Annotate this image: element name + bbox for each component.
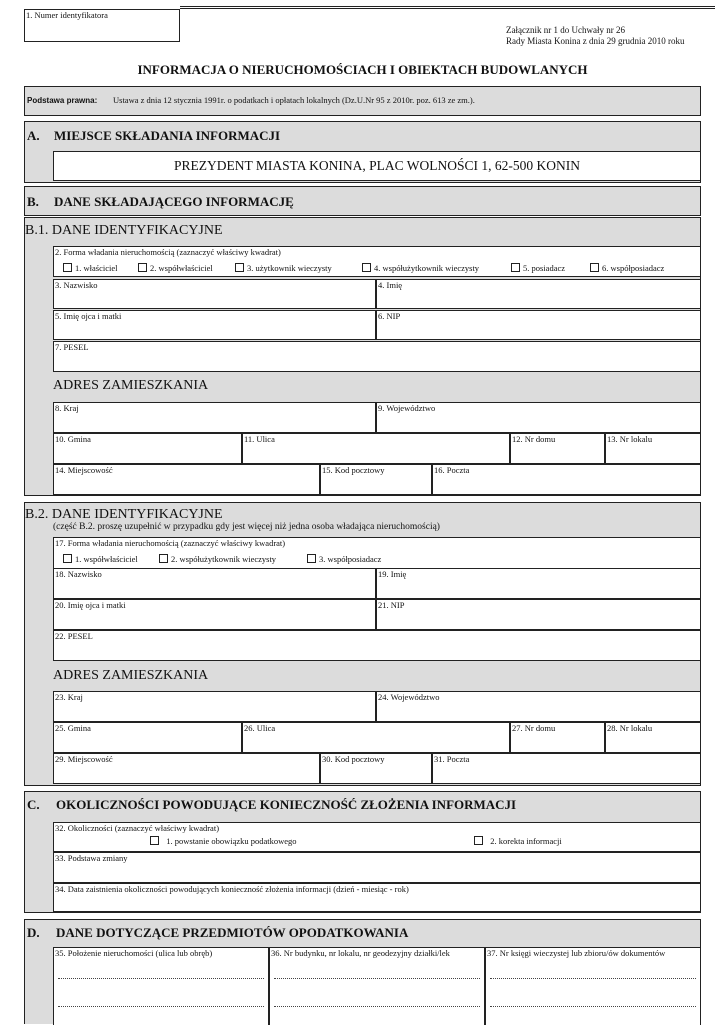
address-title: ADRES ZAMIESZKANIA [53, 378, 209, 393]
attachment-line-2: Rady Miasta Konina z dnia 29 grudnia 2010 roku [506, 36, 685, 46]
first-name-label: 4. Imię [378, 280, 403, 290]
dotted-line [58, 1006, 264, 1007]
commune-field[interactable] [53, 433, 242, 464]
field-17-label: 17. Forma władania nieruchomością (zaznaczyć właściwy kwadrat) [55, 538, 286, 548]
section-a [24, 121, 701, 183]
property-location-field[interactable] [53, 947, 269, 1025]
section-b1 [24, 217, 701, 496]
b2-pesel-field[interactable] [53, 630, 701, 661]
section-b-title: DANE SKŁADAJĄCEGO INFORMACJĘ [54, 194, 294, 209]
b2-street-field[interactable] [242, 722, 510, 753]
checkbox-correction[interactable] [474, 836, 562, 847]
b2-parents-names-field[interactable] [53, 599, 376, 630]
section-b1-title: B.1. DANE IDENTYFIKACYJNE [25, 223, 223, 238]
b2-house-number-field[interactable] [510, 722, 605, 753]
checkbox-owner[interactable] [63, 263, 117, 274]
checkbox-icon [150, 836, 159, 845]
post-office-label: 16. Poczta [434, 465, 470, 475]
identifier-label: 1. Numer identyfikatora [26, 10, 108, 20]
option-b2-co-possessor-label: 3. współposiadacz [319, 554, 382, 564]
b2-country-label: 23. Kraj [55, 692, 83, 702]
section-d [24, 919, 701, 1024]
option-co-possessor-label: 6. współposiadacz [602, 263, 665, 273]
change-basis-label: 33. Podstawa zmiany [55, 853, 128, 863]
b2-postal-code-label: 30. Kod pocztowy [322, 754, 385, 764]
b2-commune-label: 25. Gmina [55, 723, 91, 733]
dotted-line [274, 1006, 480, 1007]
b2-post-office-label: 31. Poczta [434, 754, 470, 764]
section-c-letter: C. [27, 797, 40, 812]
b2-apartment-number-field[interactable] [605, 722, 701, 753]
option-possessor-label: 5. posiadacz [523, 263, 566, 273]
section-b-header [24, 186, 701, 216]
dotted-line [58, 978, 264, 979]
option-perpetual-user-label: 3. użytkownik wieczysty [247, 263, 332, 273]
top-rule [180, 6, 715, 9]
section-b2-note: (część B.2. proszę uzupełnić w przypadku gdy jest więcej niż jedna osoba władająca nieruchomością) [53, 522, 440, 532]
section-c-title: OKOLICZNOŚCI POWODUJĄCE KONIECZNOŚĆ ZŁOŻENIA INFORMACJI [56, 797, 517, 812]
dotted-line [490, 1006, 696, 1007]
checkbox-perpetual-user[interactable] [235, 263, 332, 274]
checkbox-icon [362, 263, 371, 272]
field-2-label: 2. Forma władania nieruchomością (zaznaczyć właściwy kwadrat) [55, 247, 281, 257]
pesel-label: 7. PESEL [55, 342, 89, 352]
house-number-field[interactable] [510, 433, 605, 464]
b2-nip-label: 21. NIP [378, 600, 405, 610]
dotted-line [274, 978, 480, 979]
locality-label: 14. Miejscowość [55, 465, 113, 475]
street-label: 11. Ulica [244, 434, 275, 444]
nip-field[interactable] [376, 310, 701, 340]
checkbox-icon [63, 263, 72, 272]
b2-locality-field[interactable] [53, 753, 320, 784]
option-b2-co-perpetual-user-label: 2. współużytkownik wieczysty [171, 554, 277, 564]
form-title: INFORMACJA O NIERUCHOMOŚCIACH I OBIEKTACH BUDOWLANYCH [137, 62, 588, 77]
b2-surname-label: 18. Nazwisko [55, 569, 102, 579]
attachment-note [506, 25, 684, 47]
submission-place-text: PREZYDENT MIASTA KONINA, PLAC WOLNOŚCI 1, 62-500 KONIN [173, 158, 581, 173]
parents-names-label: 5. Imię ojca i matki [55, 311, 122, 321]
attachment-line-1: Załącznik nr 1 do Uchwały nr 26 [506, 25, 625, 35]
building-number-field[interactable] [269, 947, 485, 1025]
checkbox-icon [590, 263, 599, 272]
option-co-owner-label: 2. współwłaściciel [150, 263, 213, 273]
checkbox-icon [511, 263, 520, 272]
postal-code-field[interactable] [320, 464, 432, 495]
post-office-field[interactable] [432, 464, 701, 495]
checkbox-possessor[interactable] [511, 263, 565, 274]
section-c [24, 791, 701, 913]
land-register-label: 37. Nr księgi wieczystej lub zbioru/ów dokumentów [487, 948, 666, 958]
b2-first-name-label: 19. Imię [378, 569, 407, 579]
checkbox-co-owner[interactable] [138, 263, 213, 274]
section-a-letter: A. [27, 128, 40, 143]
field-32-circumstances [53, 822, 701, 852]
checkbox-icon [138, 263, 147, 272]
b2-voivodeship-field[interactable] [376, 691, 701, 722]
circumstance-date-label: 34. Data zaistnienia okoliczności powodujących konieczność złożenia informacji (dzień - miesiąc - rok) [55, 884, 409, 894]
land-register-field[interactable] [485, 947, 701, 1025]
field-32-label: 32. Okoliczności (zaznaczyć właściwy kwadrat) [55, 823, 220, 833]
option-co-perpetual-user-label: 4. współużytkownik wieczysty [374, 263, 480, 273]
parents-names-field[interactable] [53, 310, 376, 340]
checkbox-icon [235, 263, 244, 272]
checkbox-b2-co-owner[interactable] [63, 554, 138, 565]
b2-voivodeship-label: 24. Województwo [378, 692, 440, 702]
section-d-title: DANE DOTYCZĄCE PRZEDMIOTÓW OPODATKOWANIA [56, 925, 409, 940]
checkbox-co-perpetual-user[interactable] [362, 263, 479, 274]
option-tax-obligation-label: 1. powstanie obowiązku podatkowego [166, 836, 297, 846]
b2-house-number-label: 27. Nr domu [512, 723, 556, 733]
section-b-letter: B. [27, 194, 39, 209]
legal-basis-label: Podstawa prawna: [27, 96, 98, 105]
field-17-ownership [53, 537, 701, 569]
b2-parents-names-label: 20. Imię ojca i matki [55, 600, 126, 610]
identifier-box[interactable] [24, 9, 180, 42]
apartment-number-label: 13. Nr lokalu [607, 434, 653, 444]
building-number-label: 36. Nr budynku, nr lokalu, nr geodezyjny działki/lek [271, 948, 450, 958]
circumstance-date-field[interactable] [53, 883, 701, 912]
checkbox-tax-obligation[interactable] [150, 836, 297, 847]
commune-label: 10. Gmina [55, 434, 91, 444]
pesel-field[interactable] [53, 341, 701, 372]
b2-post-office-field[interactable] [432, 753, 701, 784]
b2-commune-field[interactable] [53, 722, 242, 753]
option-b2-co-owner-label: 1. współwłaściciel [75, 554, 138, 564]
b2-apartment-number-label: 28. Nr lokalu [607, 723, 653, 733]
section-d-letter: D. [27, 925, 40, 940]
surname-label: 3. Nazwisko [55, 280, 98, 290]
street-field[interactable] [242, 433, 510, 464]
checkbox-icon [307, 554, 316, 563]
b2-street-label: 26. Ulica [244, 723, 276, 733]
legal-basis [24, 86, 701, 116]
submission-place [53, 151, 701, 181]
b2-postal-code-field[interactable] [320, 753, 432, 784]
voivodeship-field[interactable] [376, 402, 701, 433]
checkbox-b2-co-possessor[interactable] [307, 554, 381, 565]
checkbox-icon [63, 554, 72, 563]
nip-label: 6. NIP [378, 311, 401, 321]
apartment-number-field[interactable] [605, 433, 701, 464]
b2-address-title: ADRES ZAMIESZKANIA [53, 668, 209, 683]
b2-country-field[interactable] [53, 691, 376, 722]
property-location-label: 35. Położenie nieruchomości (ulica lub obręb) [55, 948, 213, 958]
postal-code-label: 15. Kod pocztowy [322, 465, 385, 475]
option-correction-label: 2. korekta informacji [490, 836, 562, 846]
checkbox-icon [159, 554, 168, 563]
b2-first-name-field[interactable] [376, 568, 701, 599]
locality-field[interactable] [53, 464, 320, 495]
section-a-title: MIEJSCE SKŁADANIA INFORMACJI [54, 128, 281, 143]
surname-field[interactable] [53, 279, 376, 309]
checkbox-icon [474, 836, 483, 845]
country-label: 8. Kraj [55, 403, 79, 413]
first-name-field[interactable] [376, 279, 701, 309]
b2-nip-field[interactable] [376, 599, 701, 630]
change-basis-field[interactable] [53, 852, 701, 883]
checkbox-co-possessor[interactable] [590, 263, 664, 274]
checkbox-b2-co-perpetual-user[interactable] [159, 554, 276, 565]
dotted-line [490, 978, 696, 979]
b2-surname-field[interactable] [53, 568, 376, 599]
section-b2-title: B.2. DANE IDENTYFIKACYJNE [25, 507, 223, 522]
section-b2 [24, 502, 701, 786]
country-field[interactable] [53, 402, 376, 433]
house-number-label: 12. Nr domu [512, 434, 556, 444]
b2-locality-label: 29. Miejscowość [55, 754, 113, 764]
option-owner-label: 1. właściciel [75, 263, 118, 273]
b2-pesel-label: 22. PESEL [55, 631, 93, 641]
legal-basis-text: Ustawa z dnia 12 stycznia 1991r. o podatkach i opłatach lokalnych (Dz.U.Nr 95 z 2010r. poz. 613 ze zm.). [113, 95, 475, 105]
voivodeship-label: 9. Województwo [378, 403, 436, 413]
field-2-ownership [53, 246, 701, 277]
